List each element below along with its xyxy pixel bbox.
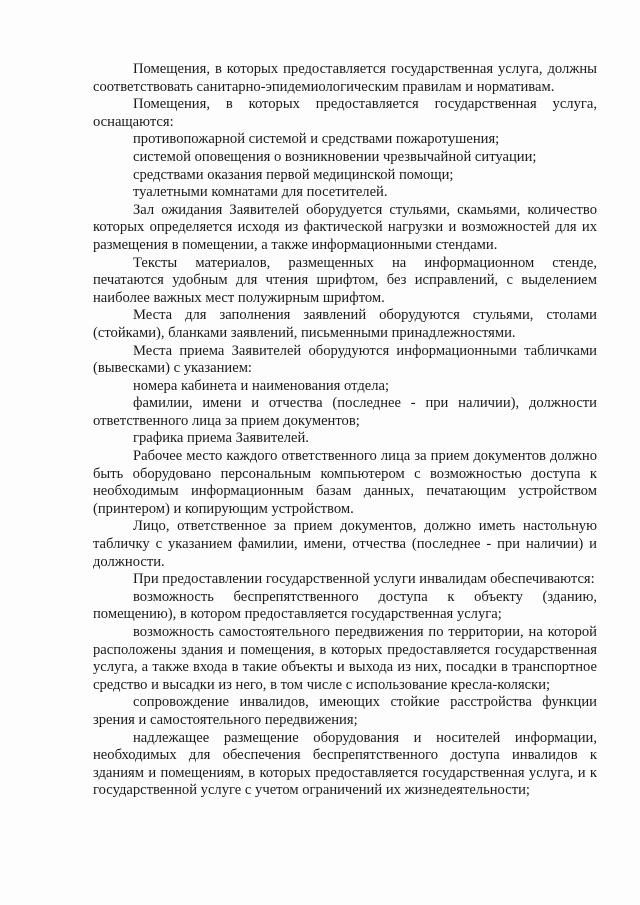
list-item: противопожарной системой и средствами пожаротушения;	[133, 131, 500, 148]
document-body	[93, 61, 597, 800]
paragraph: Зал ожидания Заявителей оборудуется стульями, скамьями, количество которых определяется исходя из фактической нагрузки и возможностей для их размещения в помещении, а также информационными стендами.	[93, 201, 597, 253]
paragraph: Помещения, в которых предоставляется государственная услуга, оснащаются:	[93, 96, 597, 130]
paragraph: фамилии, имени и отчества (последнее - при наличии), должности ответственного лица за прием документов;	[93, 395, 597, 429]
paragraph: При предоставлении государственной услуги инвалидам обеспечиваются:	[133, 571, 595, 588]
paragraph: возможность самостоятельного передвижения по территории, на которой расположены здания и помещения, в которых предоставляется государственная услуга, а также входа в такие объекты и выхода из них, посадки в транспортное средство и высадки из него, в том числе с использование кресла-коляски;	[93, 624, 597, 693]
list-item: графика приема Заявителей.	[133, 430, 309, 447]
paragraph: Рабочее место каждого ответственного лица за прием документов должно быть оборудовано персональным компьютером с возможностью доступа к необходимым информационным базам данных, печатающим устройством (принтером) и копирующим устройством.	[93, 448, 597, 517]
list-item: средствами оказания первой медицинской помощи;	[133, 166, 454, 183]
paragraph: Места для заполнения заявлений оборудуются стульями, столами (стойками), бланками заявлений, письменными принадлежностями.	[93, 307, 597, 341]
paragraph: Тексты материалов, размещенных на информационном стенде, печатаются удобным для чтения шрифтом, без исправлений, с выделением наиболее важных мест полужирным шрифтом.	[93, 254, 597, 306]
paragraph: Лицо, ответственное за прием документов, должно иметь настольную табличку с указанием фамилии, имени, отчества (последнее - при наличии) и должности.	[93, 518, 597, 570]
paragraph: возможность беспрепятственного доступа к объекту (зданию, помещению), в котором предоставляется государственная услуга;	[93, 588, 597, 623]
list-item: туалетными комнатами для посетителей.	[133, 184, 388, 201]
paragraph: сопровождение инвалидов, имеющих стойкие расстройства функции зрения и самостоятельного передвижения;	[93, 694, 597, 728]
paragraph: Помещения, в которых предоставляется государственная услуга, должны соответствовать санитарно-эпидемиологическим правилам и нормативам.	[93, 61, 597, 95]
paragraph: надлежащее размещение оборудования и носителей информации, необходимых для обеспечения беспрепятственного доступа инвалидов к зданиям и помещениям, в которых предоставляется государственная услуга, и к государственной услуге с учетом ограничений их жизнедеятельности;	[93, 729, 597, 799]
list-item: номера кабинета и наименования отдела;	[133, 377, 390, 394]
list-item: системой оповещения о возникновении чрезвычайной ситуации;	[133, 148, 537, 165]
paragraph: Места приема Заявителей оборудуются информационными табличками (вывесками) с указанием:	[93, 342, 597, 377]
